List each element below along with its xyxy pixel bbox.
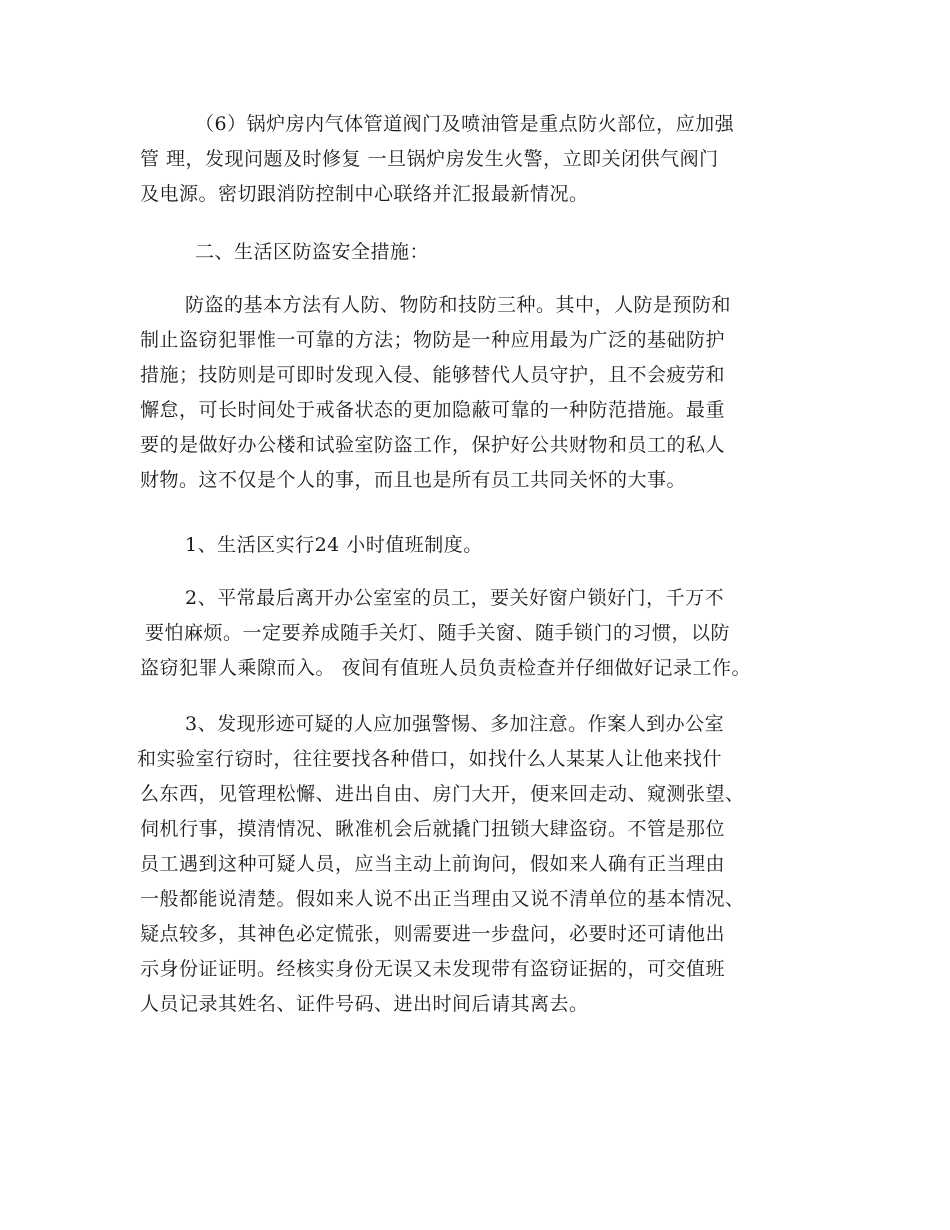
paragraph-2-line-5: 要的是做好办公楼和试验室防盗工作，保护好公共财物和员工的私人 bbox=[140, 434, 726, 456]
item-3-line-9: 人员记录其姓名、证件号码、进出时间后请其离去。 bbox=[140, 993, 589, 1015]
section-heading: 二、生活区防盗安全措施： bbox=[195, 241, 430, 263]
item-3-line-6: 一般都能说清楚。假如来人说不出正当理由又说不清单位的基本情况、 bbox=[140, 888, 745, 910]
item-3-line-7: 疑点较多，其神色必定慌张，则需要进一步盘问，必要时还可请他出 bbox=[140, 923, 726, 945]
item-1: 1、生活区实行24 小时值班制度。 bbox=[185, 534, 483, 556]
item-3-line-4: 伺机行事，摸清情况、瞅准机会后就撬门扭锁大肆盗窃。不管是那位 bbox=[140, 818, 726, 840]
paragraph-2-line-6: 财物。这不仅是个人的事，而且也是所有员工共同关怀的大事。 bbox=[140, 469, 687, 491]
paragraph-2-line-3: 措施；技防则是可即时发现入侵、能够替代人员守护，且不会疲劳和 bbox=[140, 364, 726, 386]
item-3-line-3: 么东西，见管理松懈、进出自由、房门大开，便来回走动、窥测张望、 bbox=[140, 783, 745, 805]
item-3-line-2: 和实验室行窃时，往往要找各种借口，如找什么人某某人让他来找什 bbox=[137, 748, 723, 770]
item-2-line-2: 要怕麻烦。一定要养成随手关灯、随手关窗、随手锁门的习惯，以防 bbox=[145, 622, 731, 644]
paragraph-2-line-1: 防盗的基本方法有人防、物防和技防三种。其中，人防是预防和 bbox=[185, 294, 732, 316]
paragraph-1-line-2: 管 理，发现问题及时修复 一旦锅炉房发生火警，立即关闭供气阀门 bbox=[140, 148, 719, 170]
paragraph-1-line-1: （6）锅炉房内气体管道阀门及喷油管是重点防火部位，应加强 bbox=[195, 113, 735, 135]
item-3-line-5: 员工遇到这种可疑人员，应当主动上前询问，假如来人确有正当理由 bbox=[140, 853, 726, 875]
paragraph-1-line-3: 及电源。密切跟消防控制中心联络并汇报最新情况。 bbox=[140, 183, 589, 205]
item-3-line-8: 示身份证证明。经核实身份无误又未发现带有盗窃证据的，可交值班 bbox=[140, 958, 726, 980]
paragraph-2-line-2: 制止盗窃犯罪惟一可靠的方法；物防是一种应用最为广泛的基础防护 bbox=[140, 329, 726, 351]
item-3-line-1: 3、发现形迹可疑的人应加强警惕、多加注意。作案人到办公室 bbox=[185, 713, 725, 735]
item-2-line-1: 2、平常最后离开办公室室的员工，要关好窗户锁好门，千万不 bbox=[185, 587, 725, 609]
paragraph-2-line-4: 懈怠，可长时间处于戒备状态的更加隐蔽可靠的一种防范措施。最重 bbox=[140, 399, 726, 421]
item-2-line-3: 盗窃犯罪人乘隙而入。 夜间有值班人员负责检查并仔细做好记录工作。 bbox=[140, 657, 752, 679]
